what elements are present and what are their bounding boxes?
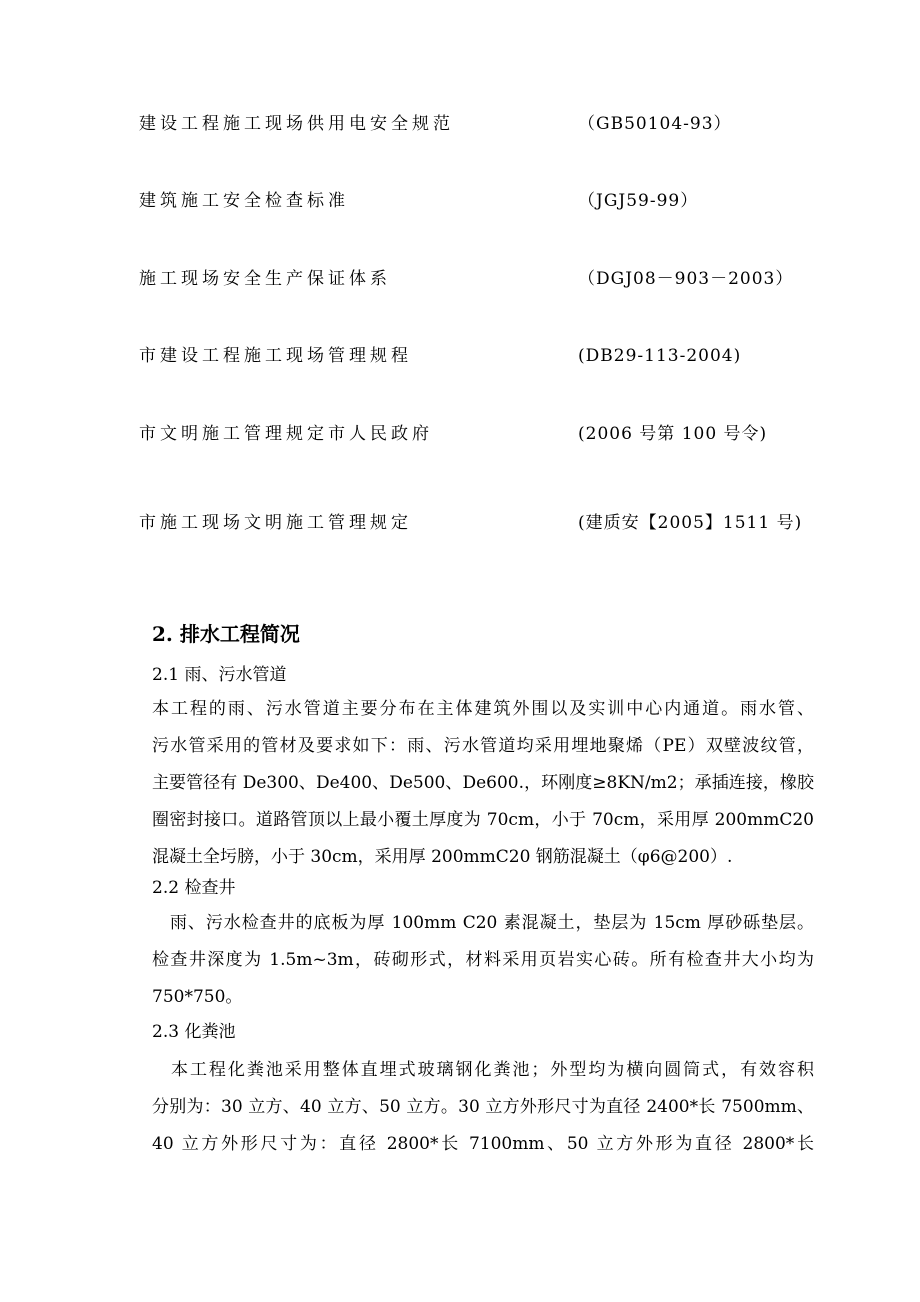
paragraph-line: 主要管径有 De300、De400、De500、De600.，环刚度≥8KN/m2；承插连接，橡胶	[152, 773, 814, 793]
standard-name: 建筑施工安全检查标准	[139, 191, 349, 211]
paragraph-line: 雨、污水检查井的底板为厚 100mm C20 素混凝土，垫层为 15cm 厚砂砾垫层。	[152, 913, 814, 933]
standard-code: （JGJ59-99）	[578, 191, 699, 211]
standard-name: 市文明施工管理规定市人民政府	[139, 424, 433, 444]
paragraph-line: 检查井深度为 1.5m~3m，砖砌形式，材料采用页岩实心砖。所有检查井大小均为	[152, 950, 814, 970]
subsection-title: 2.2 检查井	[152, 878, 236, 898]
standard-row	[0, 508, 920, 538]
standard-code: (DB29-113-2004)	[578, 346, 742, 366]
standard-row	[0, 419, 920, 449]
standard-name: 施工现场安全生产保证体系	[139, 269, 391, 289]
standard-name: 市建设工程施工现场管理规程	[139, 346, 412, 366]
paragraph-line: 本工程的雨、污水管道主要分布在主体建筑外围以及实训中心内通道。雨水管、	[152, 699, 814, 719]
standard-code: (建质安【2005】1511 号)	[578, 513, 803, 533]
standard-row	[0, 264, 920, 294]
paragraph-line: 分别为：30 立方、40 立方、50 立方。30 立方外形尺寸为直径 2400*长 7500mm、	[152, 1097, 814, 1117]
standard-name: 市施工现场文明施工管理规定	[139, 513, 412, 533]
subsection-title: 2.3 化粪池	[152, 1022, 236, 1042]
standard-code: (2006 号第 100 号令)	[578, 424, 768, 444]
paragraph-line: 750*750。	[152, 987, 243, 1007]
paragraph	[152, 691, 814, 876]
paragraph-line: 本工程化粪池采用整体直埋式玻璃钢化粪池；外型均为横向圆筒式，有效容积	[152, 1060, 814, 1080]
standard-code: （DGJ08－903－2003）	[578, 269, 794, 289]
paragraph-line: 圈密封接口。道路管顶以上最小覆土厚度为 70cm，小于 70cm，采用厚 200mmC20	[152, 810, 814, 830]
standard-row	[0, 109, 920, 139]
subsection-title: 2.1 雨、污水管道	[152, 665, 287, 685]
paragraph	[152, 905, 814, 1016]
standard-name: 建设工程施工现场供用电安全规范	[139, 114, 454, 134]
paragraph-line: 污水管采用的管材及要求如下：雨、污水管道均采用埋地聚烯（PE）双壁波纹管，	[152, 736, 814, 756]
paragraph-line: 40 立方外形尺寸为：直径 2800*长 7100mm、50 立方外形为直径 2800*长	[152, 1134, 814, 1154]
paragraph-line: 混凝土全圬膀，小于 30cm，采用厚 200mmC20 钢筋混凝土（φ6@200）.	[152, 847, 733, 867]
section-heading: 2. 排水工程简况	[152, 622, 300, 646]
standard-row	[0, 186, 920, 216]
standard-row	[0, 341, 920, 371]
paragraph	[152, 1052, 814, 1163]
standard-code: （GB50104-93）	[578, 114, 732, 134]
